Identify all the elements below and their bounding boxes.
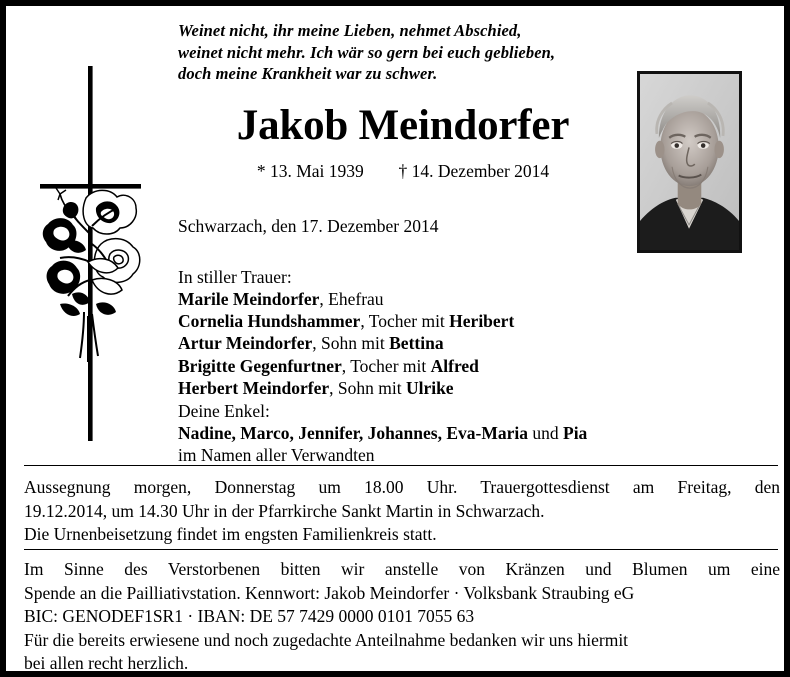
mourner-partner: Alfred [430, 355, 479, 376]
list-item [178, 377, 628, 399]
mourner-partner: Ulrike [405, 378, 454, 399]
grandchildren-conjunction: und [528, 422, 563, 443]
donation-bank-line: BIC: GENODEF1SR1 · IBAN: DE 57 7429 0000 0101 7055 63 [24, 606, 475, 626]
mourner-relation: , Tocher mit [341, 355, 431, 376]
mourner-name: Cornelia Hundshammer [178, 310, 361, 331]
mourner-name: Herbert Meindorfer [178, 378, 330, 399]
mourner-name: Marile Meindorfer [178, 288, 320, 309]
mourner-relation: , Sohn mit [329, 378, 406, 399]
poem-line-2: weinet nicht mehr. Ich wär so gern bei euch geblieben, [178, 42, 556, 62]
service-line-3: Die Urnenbeisetzung findet im engsten Familienkreis statt. [24, 524, 437, 544]
cross-with-roses-illustration [26, 66, 158, 446]
mourner-name: Artur Meindorfer [178, 333, 313, 354]
poem-line-1: Weinet nicht, ihr meine Lieben, nehmet Abschied, [178, 21, 522, 40]
mourner-name: Brigitte Gegenfurtner [178, 355, 342, 376]
birth-date: 13. Mai 1939 [269, 160, 364, 181]
death-symbol: † [398, 160, 408, 181]
mourner-partner: Heribert [449, 310, 515, 331]
upper-text-column [178, 20, 628, 467]
mourner-relation: , Sohn mit [312, 333, 390, 354]
donation-details-block [24, 558, 780, 676]
mourner-relation: , Tocher mit [360, 310, 450, 331]
donation-line-4: Für die bereits erwiesene und noch zugedachte Anteilnahme bedanken wir uns hiermit [24, 629, 629, 650]
service-details-block [24, 476, 780, 547]
divider-rule-top [24, 465, 778, 466]
mourner-partner: Bettina [389, 333, 444, 354]
list-item [178, 288, 628, 310]
grandchildren-last-name: Pia [563, 422, 588, 443]
grandchildren-heading: Deine Enkel: [178, 400, 270, 421]
donation-line-1: Im Sinne des Verstorbenen bitten wir anstelle von Kränzen und Blumen um eine [24, 559, 780, 579]
mourners-list [178, 288, 628, 400]
service-line-1: Aussegnung morgen, Donnerstag um 18.00 Uhr. Trauergottesdienst am Freitag, den [24, 477, 780, 497]
list-item [178, 355, 628, 377]
portrait-photo [637, 71, 742, 253]
death-date: 14. Dezember 2014 [411, 160, 550, 181]
poem-line-3: doch meine Krankheit war zu schwer. [178, 64, 438, 83]
donation-line-2: Spende an die Pailliativstation. Kennwort: Jakob Meindorfer · Volksbank Straubing eG [24, 582, 635, 603]
list-item [178, 310, 628, 332]
relatives-closing-line: im Namen aller Verwandten [178, 445, 375, 466]
list-item [178, 332, 628, 354]
divider-rule-bottom [24, 549, 778, 550]
memorial-poem [178, 20, 628, 85]
deceased-name: Jakob Meindorfer [236, 101, 570, 149]
donation-line-5: bei allen recht herzlich. [24, 653, 189, 673]
service-line-2: 19.12.2014, um 14.30 Uhr in der Pfarrkirche Sankt Martin in Schwarzach. [24, 500, 545, 521]
grandchildren-names [178, 422, 628, 444]
grandchildren-name-list: Nadine, Marco, Jennifer, Johannes, Eva-Maria [178, 422, 528, 443]
life-dates [178, 160, 628, 182]
birth-symbol: * [256, 160, 266, 181]
mourners-heading: In stiller Trauer: [178, 266, 292, 287]
place-and-date: Schwarzach, den 17. Dezember 2014 [178, 215, 439, 236]
mourner-relation: , Ehefrau [319, 288, 384, 309]
